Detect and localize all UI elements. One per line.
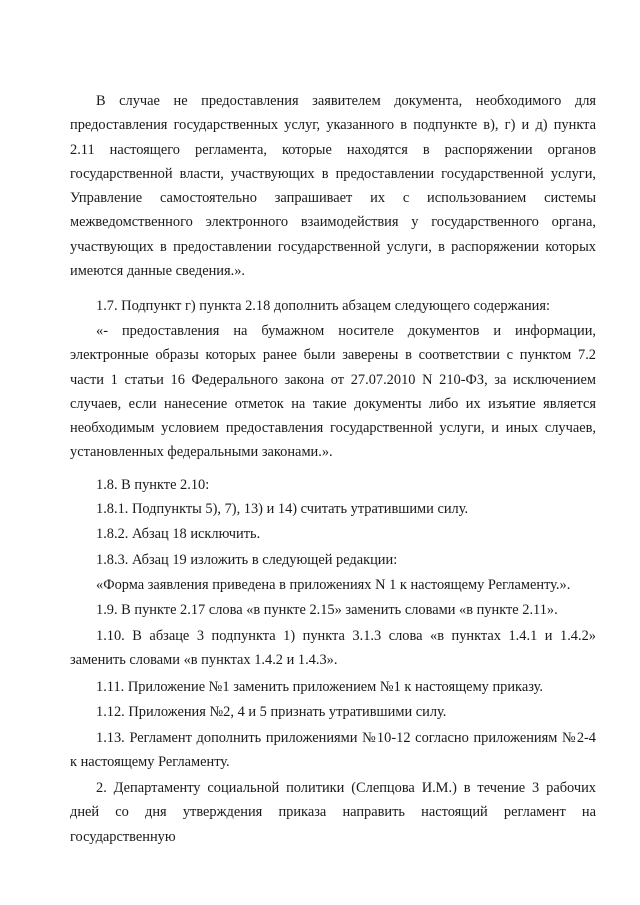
paragraph-4: 1.8. В пункте 2.10: (96, 477, 210, 493)
paragraph-12: 1.12. Приложения №2, 4 и 5 признать утратившими силу. (96, 704, 447, 720)
paragraph-11: 1.11. Приложение №1 заменить приложением №1 к настоящему приказу. (96, 679, 543, 695)
paragraph-3: «- предоставления на бумажном носителе документов и информации, электронные образы которых ранее были заверены в соответствии с пунктом 7.2 части 1 статьи 16 Федерального закона от 27.07.2010 N 210-ФЗ, за исключением случаев, если нанесение отметок на такие документы либо их изъятие является необходимым условием предоставления государственной услуги, и иных случаев, установленных федеральными законами.». (70, 323, 596, 461)
paragraph-8: «Форма заявления приведена в приложениях N 1 к настоящему Регламенту.». (96, 577, 571, 593)
paragraph-10: 1.10. В абзаце 3 подпункта 1) пункта 3.1.3 слова «в пунктах 1.4.1 и 1.4.2» заменить словами «в пунктах 1.4.2 и 1.4.3». (70, 628, 596, 669)
paragraph-14: 2. Департаменту социальной политики (Слепцова И.М.) в течение 3 рабочих дней со дня утверждения приказа направить настоящий регламент на государственную (70, 780, 596, 845)
paragraph-2: 1.7. Подпункт г) пункта 2.18 дополнить абзацем следующего содержания: (96, 298, 550, 314)
paragraph-6: 1.8.2. Абзац 18 исключить. (96, 526, 261, 542)
paragraph-7: 1.8.3. Абзац 19 изложить в следующей редакции: (96, 552, 398, 568)
paragraph-5: 1.8.1. Подпункты 5), 7), 13) и 14) считать утратившими силу. (96, 501, 469, 517)
paragraph-9: 1.9. В пункте 2.17 слова «в пункте 2.15» заменить словами «в пункте 2.11». (96, 602, 558, 618)
paragraph-1: В случае не предоставления заявителем документа, необходимого для предоставления государственных услуг, указанного в подпункте в), г) и д) пункта 2.11 настоящего регламента, которые находятся в распоряжении органов государственной власти, участвующих в предоставлении государственной услуги, Управление самостоятельно запрашивает их с использованием системы межведомственного электронного взаимодействия у государственного органа, участвующих в предоставлении государственной услуги, в распоряжении которых имеются данные сведения.». (70, 93, 596, 280)
paragraph-13: 1.13. Регламент дополнить приложениями №10-12 согласно приложениям №2-4 к настоящему Регламенту. (70, 730, 596, 771)
